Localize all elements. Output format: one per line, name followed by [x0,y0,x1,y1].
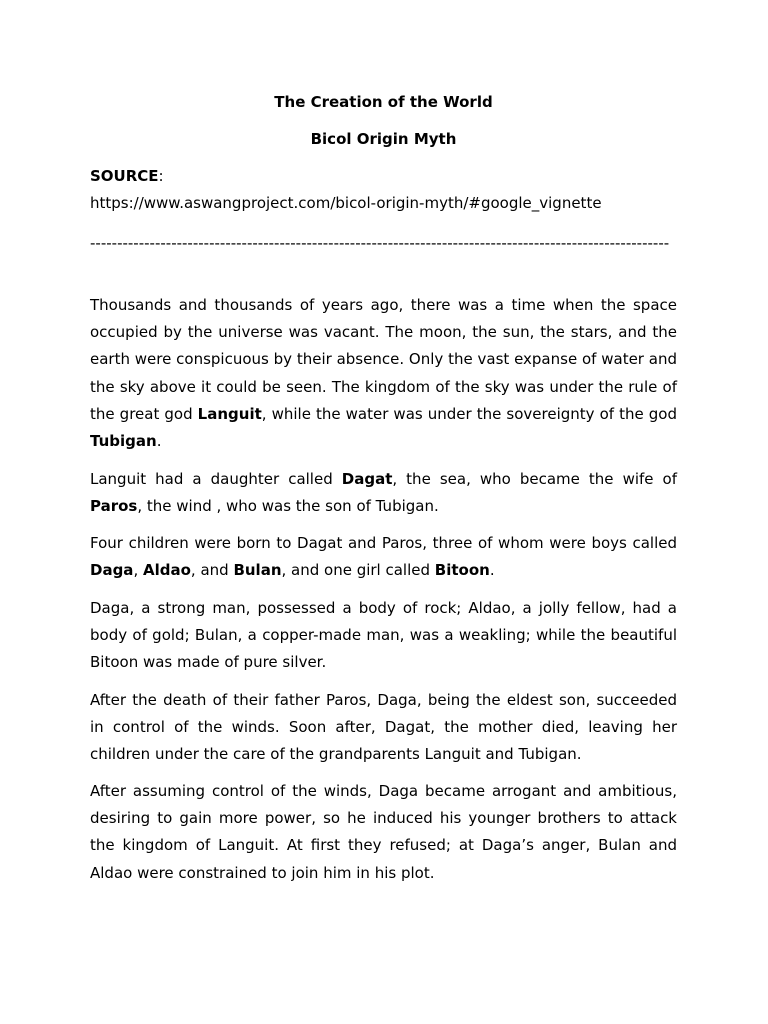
paragraph-text: After assuming control of the winds, Daga became arrogant and ambitious, desiring to gain more power, so he induced his younger brothers to attack the kingdom of Languit. At first they refused; at Daga’s anger, Bulan and Aldao were constrained to join him in his plot. [90,782,677,882]
source-colon: : [158,167,164,185]
bold-name: Bulan [233,561,282,580]
source-line [90,166,164,186]
bold-name: Dagat [341,470,393,488]
paragraph-text: , and [190,561,234,580]
bold-name: Bitoon [434,561,490,580]
paragraph-text: Four children were born to Dagat and Paros, three of whom were boys called [90,534,677,552]
paragraph [90,530,677,584]
paragraph-text: Languit had a daughter called [90,470,342,488]
paragraph-text: Thousands and thousands of years ago, there was a time when the space occupied by the universe was vacant. The moon, the sun, the stars, and the earth were conspicuous by their absence. Only the vast expanse of water and the sky above it could be seen. The kingdom of the sky was under the rule of the great god [90,296,677,423]
paragraph [90,595,677,677]
paragraph [90,292,677,455]
bold-name: Daga [90,561,134,580]
source-label: SOURCE [90,167,159,185]
paragraph-text: Daga, a strong man, possessed a body of rock; Aldao, a jolly fellow, had a body of gold; Bulan, a copper-made man, was a weakling; while the beautiful Bitoon was made of pure silver. [90,599,677,672]
paragraph [90,778,677,887]
paragraph [90,687,677,769]
paragraph-text: , and one girl called [281,561,435,580]
document-title: The Creation of the World [274,93,493,111]
bold-name: Languit [197,404,262,423]
paragraph-text: , [133,561,143,580]
document-subtitle: Bicol Origin Myth [310,130,457,148]
bold-name: Paros [90,497,138,516]
paragraph [90,466,677,520]
paragraph-text: . [489,561,495,580]
divider-line: ----------------------------------------------------------------------------------------------------------- [90,234,670,252]
paragraph-text: , the sea, who became the wife of [392,470,677,488]
paragraph-text: After the death of their father Paros, Daga, being the eldest son, succeeded in control of the winds. Soon after, Dagat, the mother died, leaving her children under the care of the grandparents Languit and Tubigan. [90,691,677,764]
paragraph-text: , while the water was under the sovereignty of the god [261,404,677,423]
bold-name: Tubigan [90,432,157,451]
source-url: https://www.aswangproject.com/bicol-origin-myth/#google_vignette [90,194,602,212]
paragraph-text: , the wind , who was the son of Tubigan. [137,497,439,516]
bold-name: Aldao [142,561,191,580]
paragraph-text: . [156,432,162,451]
